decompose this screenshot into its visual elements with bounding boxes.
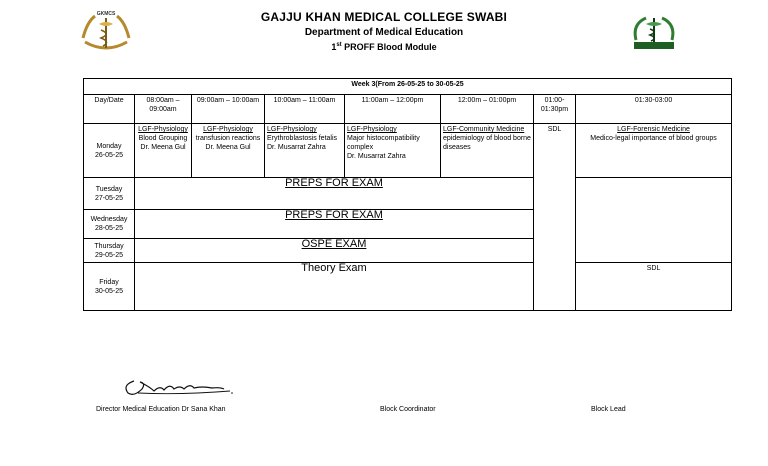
- topic: epidemiology of blood borne diseases: [443, 135, 531, 151]
- teacher: Dr. Musarrat Zahra: [267, 144, 326, 151]
- break-sdl-cell: SDL: [534, 124, 576, 311]
- subject: LGF-Physiology: [347, 126, 397, 133]
- module-ordinal: st: [336, 42, 342, 48]
- timetable: [83, 78, 732, 311]
- row-tuesday: [84, 178, 732, 210]
- empty-afternoon-cell: [576, 178, 732, 263]
- thursday-activity: OSPE EXAM: [135, 239, 534, 263]
- topic: Major histocompatibility complex: [347, 135, 420, 151]
- document-header: [0, 10, 768, 54]
- tuesday-activity: PREPS FOR EXAM: [135, 178, 534, 210]
- topic: Erythroblastosis fetalis: [267, 135, 338, 142]
- header-slot-4: 11:00am – 12:00pm: [345, 95, 441, 124]
- day-name: Thursday: [94, 242, 124, 250]
- topic: transfusion reactions: [195, 135, 261, 142]
- day-cell-friday: [84, 263, 135, 311]
- header-day-date: Day/Date: [84, 95, 135, 124]
- logo-text: GKMCS: [96, 11, 116, 17]
- footer-lead: Block Lead: [591, 406, 626, 413]
- director-signature: [120, 373, 260, 399]
- day-date: 27-05-25: [94, 194, 124, 202]
- teacher: Dr. Meena Gul: [140, 144, 186, 151]
- day-cell-wednesday: [84, 210, 135, 239]
- header-slot-2: 09:00am – 10:00am: [192, 95, 265, 124]
- subject: LGF-Community Medicine: [443, 126, 525, 133]
- monday-slot-5: [441, 124, 534, 178]
- day-cell-thursday: [84, 239, 135, 263]
- monday-slot-1: [135, 124, 192, 178]
- day-date: 30-05-25: [94, 287, 124, 295]
- subject: LGF-Physiology: [138, 126, 188, 133]
- monday-slot-2: [192, 124, 265, 178]
- footer-coordinator: Block Coordinator: [380, 406, 436, 413]
- row-friday: [84, 263, 732, 311]
- college-title: GAJJU KHAN MEDICAL COLLEGE SWABI: [260, 10, 508, 24]
- module-name: PROFF Blood Module: [341, 42, 437, 52]
- header-slot-5: 12:00m – 01:00pm: [441, 95, 534, 124]
- monday-slot-4: [345, 124, 441, 178]
- day-date: 28-05-25: [94, 225, 124, 232]
- monday-slot-3: [265, 124, 345, 178]
- header-break: 01:00-01:30pm: [534, 95, 576, 124]
- day-date: 26-05-25: [94, 151, 124, 159]
- header-slot-1: 08:00am – 09:00am: [135, 95, 192, 124]
- header-slot-3: 10:00am – 11:00am: [265, 95, 345, 124]
- day-name: Monday: [96, 142, 122, 150]
- module-title: [0, 39, 768, 54]
- day-name: Tuesday: [95, 185, 123, 193]
- wednesday-activity: PREPS FOR EXAM: [135, 210, 534, 239]
- teacher: Dr. Meena Gul: [205, 144, 251, 151]
- topic: Medico-legal importance of blood groups: [590, 135, 717, 142]
- day-cell-monday: [84, 124, 135, 178]
- header-slot-7: 01:30-03:00: [576, 95, 732, 124]
- department-title: Department of Medical Education: [304, 27, 464, 38]
- subject: LGF-Physiology: [203, 126, 253, 133]
- subject: LGF-Physiology: [267, 126, 317, 133]
- monday-slot-7: [576, 124, 732, 178]
- friday-activity: Theory Exam: [135, 263, 534, 311]
- row-monday: [84, 124, 732, 178]
- day-cell-tuesday: [84, 178, 135, 210]
- day-name: Friday: [99, 278, 119, 286]
- day-name: Wednesday: [90, 216, 128, 223]
- footer-director: Director Medical Education Dr Sana Khan: [96, 406, 226, 413]
- teacher: Dr. Musarrat Zahra: [347, 153, 406, 160]
- week-title: Week 3(From 26-05-25 to 30-05-25: [84, 79, 732, 95]
- day-date: 29-05-25: [94, 251, 124, 259]
- friday-afternoon-sdl: SDL: [576, 263, 732, 311]
- topic: Blood Grouping: [138, 135, 188, 142]
- header-row: [84, 95, 732, 124]
- subject: LGF-Forensic Medicine: [617, 126, 690, 133]
- module-number: 1: [331, 42, 337, 52]
